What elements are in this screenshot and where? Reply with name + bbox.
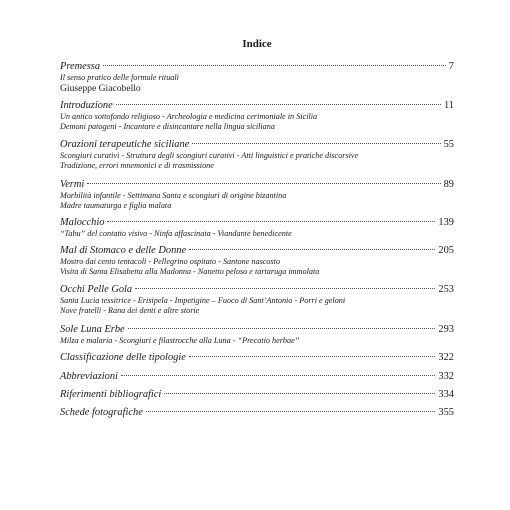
toc-page-number: 322 [438,352,454,363]
toc-entry-mal-di-stomaco[interactable] [60,245,454,277]
toc-entry-schede-fotografiche[interactable] [60,407,454,419]
leader-dots [164,393,435,394]
toc-entry-row[interactable] [60,389,454,401]
toc-page-number: 89 [443,179,454,190]
toc-entry-subtitle: Mostro dai cento tentacoli - Pellegrino ospitato - Santone nascosto [60,257,281,266]
leader-dots [87,183,440,184]
toc-entry-abbreviazioni[interactable] [60,371,454,383]
toc-entry-subtitle: Un antico sottofondo religioso - Archeologia e medicina cerimoniale in Sicilia [60,112,318,121]
toc-entry-riferimenti[interactable] [60,389,454,401]
toc-entry-title[interactable]: Vermi [60,179,85,190]
toc-entry-row[interactable] [60,352,454,364]
leader-dots [116,104,441,105]
toc-entry-title[interactable]: Occhi Pelle Gola [60,284,133,295]
toc-entry-author: Giuseppe Giacobello [60,83,141,94]
toc-entry-row[interactable] [60,371,454,383]
toc-entry-subtitle: Santa Lucia tessitrice - Erisipela - Impetigine – Fuoco di Sant’Antonio - Porri e geloni [60,296,346,305]
toc-entry-classificazione[interactable] [60,352,454,364]
toc-page-number: 334 [438,389,454,400]
toc-page-number: 355 [438,407,454,418]
toc-entry-title[interactable]: Abbreviazioni [60,371,118,382]
toc-entry-orazioni[interactable] [60,139,454,171]
toc-entry-row[interactable] [60,100,454,112]
leader-dots [107,221,435,222]
index-page [60,0,454,510]
index-title: Indice [242,38,272,50]
toc-entry-title[interactable]: Riferimenti bibliografici [60,389,162,400]
toc-entry-subtitle: Tradizione, errori mnemonici e di trasmissione [60,161,214,170]
toc-entry-subtitle: Milza e malaria - Scongiuri e filastrocche alla Luna - “Precatio herbae” [60,336,300,345]
toc-entry-subtitle: Demoni patogeni - Incantare e disincantare nella lingua siciliana [60,122,275,131]
toc-entry-subtitle: “Tabu” del contatto visivo - Ninfa affascinata - Viandante benedicente [60,229,292,238]
toc-entry-introduzione[interactable] [60,100,454,132]
toc-entry-title[interactable]: Schede fotografiche [60,407,143,418]
toc-entry-subtitle: Madre taumaturga e figlia malata [60,201,172,210]
toc-entry-subtitle: Il senso pratico delle formule rituali [60,73,179,82]
toc-entry-row[interactable] [60,61,454,73]
toc-entry-row[interactable] [60,217,454,229]
toc-page-number: 11 [443,100,454,111]
toc-entry-malocchio[interactable] [60,217,454,239]
toc-page-number: 139 [438,217,454,228]
leader-dots [135,288,435,289]
toc-entry-row[interactable] [60,139,454,151]
toc-page-number: 253 [438,284,454,295]
toc-page-number: 55 [443,139,454,150]
toc-page-number: 205 [438,245,454,256]
leader-dots [103,65,446,66]
toc-entry-title[interactable]: Orazioni terapeutiche siciliane [60,139,190,150]
toc-entry-title[interactable]: Mal di Stomaco e delle Donne [60,245,187,256]
toc-page-number: 7 [448,61,454,72]
toc-entry-title[interactable]: Sole Luna Erbe [60,324,125,335]
toc-entry-subtitle: Scongiuri curativi - Struttura degli scongiuri curativi - Atti linguistici e pratiche discorsive [60,151,359,160]
toc-entry-subtitle: Visita di Santa Elisabetta alla Madonna - Nanetto peloso e tartaruga immolata [60,267,320,276]
toc-page-number: 332 [438,371,454,382]
toc-entry-sole-luna-erbe[interactable] [60,324,454,346]
toc-entry-title[interactable]: Premessa [60,61,101,72]
toc-entry-subtitle: Nove fratelli - Rana dei denti e altre storie [60,306,200,315]
leader-dots [189,249,435,250]
toc-page-number: 293 [438,324,454,335]
toc-entry-title[interactable]: Introduzione [60,100,113,111]
toc-entry-row[interactable] [60,245,454,257]
toc-entry-row[interactable] [60,324,454,336]
leader-dots [121,375,435,376]
toc-entry-subtitle: Morbilità infantile - Settimana Santa e scongiuri di origine bizantina [60,191,287,200]
leader-dots [192,143,440,144]
toc-entry-title[interactable]: Classificazione delle tipologie [60,352,186,363]
toc-entry-occhi-pelle-gola[interactable] [60,284,454,316]
leader-dots [189,356,436,357]
toc-entry-row[interactable] [60,284,454,296]
toc-entry-vermi[interactable] [60,179,454,211]
toc-entry-premessa[interactable] [60,61,454,95]
leader-dots [128,328,436,329]
toc-entry-row[interactable] [60,407,454,419]
toc-entry-title[interactable]: Malocchio [60,217,105,228]
leader-dots [146,411,436,412]
toc-entry-row[interactable] [60,179,454,191]
